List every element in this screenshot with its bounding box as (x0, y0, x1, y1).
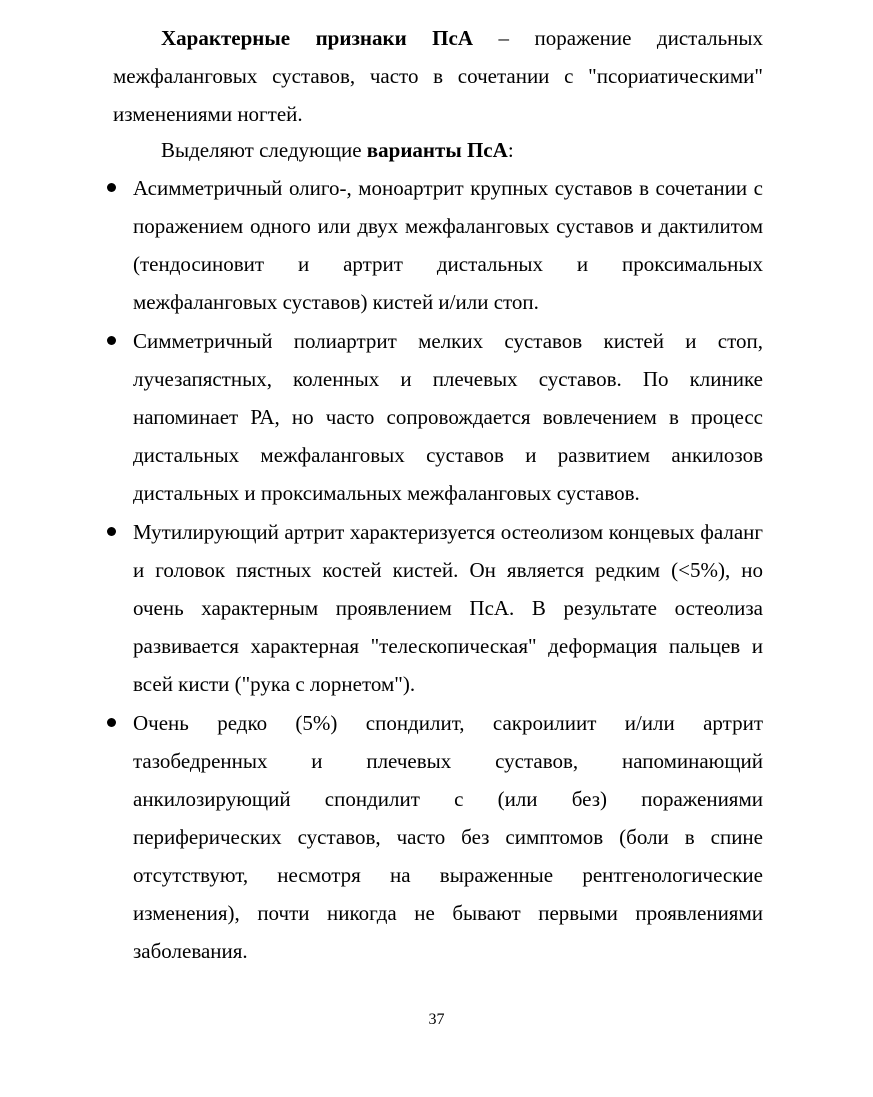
list-item-text: Асимметричный олиго-, моноартрит крупных суставов в сочетании с поражением одного или двух межфаланговых суставов и дактилитом (тендосиновит и артрит дистальных и проксимальных межфаланговых суставов) кистей и/или стоп. (133, 176, 763, 314)
variants-lead-prefix: Выделяют следующие (161, 138, 367, 162)
intro-text: – поражение дистальных межфаланговых суставов, часто в сочетании с "псориатическими" изменениями ногтей. (113, 26, 764, 126)
intro-bold-term: Характерные признаки ПсА (161, 26, 474, 50)
list-item (105, 169, 763, 321)
variants-lead-suffix: : (507, 138, 514, 162)
variants-lead-bold: варианты ПсА (366, 138, 508, 162)
list-item (105, 513, 763, 703)
bullet-icon (107, 718, 116, 727)
list-item (105, 322, 763, 512)
list-item-text: Очень редко (5%) спондилит, сакроилиит и/или артрит тазобедренных и плечевых суставов, напоминающий анкилозирующий спондилит с (или без) поражениями периферических суставов, часто без симптомов (боли в спине отсутствуют, несмотря на выраженные рентгенологические изменения), почти никогда не бывают первыми проявлениями заболевания. (133, 711, 763, 963)
variants-lead-paragraph (113, 131, 763, 169)
bullet-icon (107, 527, 116, 536)
list-item-text: Мутилирующий артрит характеризуется остеолизом концевых фаланг и головок пястных костей кистей. Он является редким (<5%), но очень характерным проявлением ПсА. В результате остеолиза развивается характерная "телескопическая" деформация пальцев и всей кисти ("рука с лорнетом"). (133, 520, 763, 696)
intro-paragraph (113, 19, 763, 133)
bullet-icon (107, 183, 116, 192)
variants-list (105, 169, 763, 971)
bullet-icon (107, 336, 116, 345)
page-number: 37 (428, 1011, 445, 1028)
list-item (105, 704, 763, 970)
list-item-text: Симметричный полиартрит мелких суставов кистей и стоп, лучезапястных, коленных и плечевых суставов. По клинике напоминает РА, но часто сопровождается вовлечением в процесс дистальных межфаланговых суставов и развитием анкилозов дистальных и проксимальных межфаланговых суставов. (133, 329, 763, 505)
